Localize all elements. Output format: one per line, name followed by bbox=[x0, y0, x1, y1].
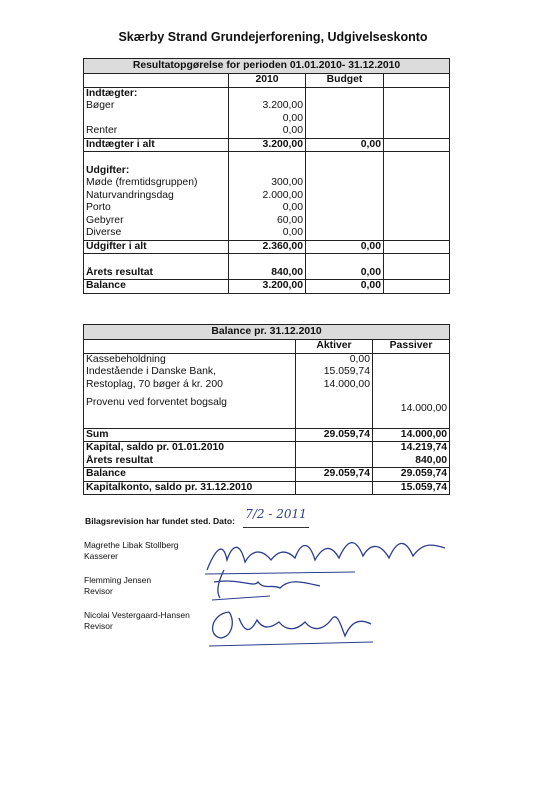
row-label: Bøger bbox=[84, 100, 229, 113]
signer-name: Nicolai Vestergaard-Hansen bbox=[84, 610, 190, 620]
sum-label: Sum bbox=[84, 428, 296, 442]
revision-date: 7/2 - 2011 bbox=[243, 507, 309, 528]
expense-total-label: Udgifter i alt bbox=[84, 240, 229, 254]
expense-heading: Udgifter: bbox=[84, 165, 229, 178]
table-row bbox=[84, 227, 450, 240]
income-heading-row bbox=[84, 87, 450, 100]
kapitalkonto-label: Kapitalkonto, saldo pr. 31.12.2010 bbox=[84, 481, 296, 495]
balance-header: Balance pr. 31.12.2010 bbox=[84, 325, 450, 340]
balance-label: Balance bbox=[84, 280, 229, 294]
kapital-row bbox=[84, 442, 450, 455]
balance-column-header-row bbox=[84, 340, 450, 354]
balance-label: Balance bbox=[84, 468, 296, 482]
balance-aktiver: 29.059,74 bbox=[296, 468, 373, 482]
revision-note: Bilagsrevision har fundet sted. Dato: bbox=[85, 516, 235, 526]
signer-block bbox=[84, 540, 179, 562]
column-passiver: Passiver bbox=[373, 340, 450, 354]
row-aktiver bbox=[296, 391, 373, 415]
signer-name: Flemming Jensen bbox=[84, 575, 152, 585]
page-title: Skærby Strand Grundejerforening, Udgivelseskonto bbox=[118, 30, 428, 44]
row-label: Provenu ved forventet bogsalg bbox=[84, 391, 296, 415]
row-label: Porto bbox=[84, 202, 229, 215]
signature-revisor-2 bbox=[205, 606, 375, 650]
row-passiver bbox=[373, 353, 450, 366]
signer-role: Revisor bbox=[84, 586, 113, 596]
result-header-row bbox=[84, 59, 450, 74]
row-value: 0,00 bbox=[229, 202, 306, 215]
result-column-header-row bbox=[84, 74, 450, 88]
row-label: Kassebeholdning bbox=[84, 353, 296, 366]
row-label: Gebyrer bbox=[84, 215, 229, 228]
arets-label: Årets resultat bbox=[84, 267, 229, 280]
signer-role: Revisor bbox=[84, 621, 113, 631]
row-label bbox=[84, 113, 229, 126]
signature-revisor-1 bbox=[210, 568, 330, 602]
table-row bbox=[84, 379, 450, 392]
kapitalkonto-aktiver bbox=[296, 481, 373, 495]
sum-aktiver: 29.059,74 bbox=[296, 428, 373, 442]
income-total-row bbox=[84, 138, 450, 152]
arets-value: 840,00 bbox=[229, 267, 306, 280]
row-value: 60,00 bbox=[229, 215, 306, 228]
table-row bbox=[84, 353, 450, 366]
kapital-aktiver bbox=[296, 442, 373, 455]
row-aktiver: 15.059,74 bbox=[296, 366, 373, 379]
signer-role: Kasserer bbox=[84, 551, 119, 561]
table-row bbox=[84, 366, 450, 379]
table-row bbox=[84, 202, 450, 215]
result-table bbox=[83, 58, 450, 294]
row-passiver bbox=[373, 379, 450, 392]
row-label: Møde (fremtidsgruppen) bbox=[84, 177, 229, 190]
arets-aktiver bbox=[296, 455, 373, 468]
row-label: Indestående i Danske Bank, bbox=[84, 366, 296, 379]
table-row bbox=[84, 100, 450, 113]
income-total-budget: 0,00 bbox=[306, 138, 384, 152]
result-header: Resultatopgørelse for perioden 01.01.2010- 31.12.2010 bbox=[84, 59, 450, 74]
expense-heading-row bbox=[84, 165, 450, 178]
kapitalkonto-passiver: 15.059,74 bbox=[373, 481, 450, 495]
arets-resultat-row bbox=[84, 455, 450, 468]
row-passiver bbox=[373, 366, 450, 379]
income-heading: Indtægter: bbox=[84, 87, 229, 100]
balance-header-row bbox=[84, 325, 450, 340]
row-aktiver: 0,00 bbox=[296, 353, 373, 366]
table-row bbox=[84, 190, 450, 203]
income-total-value: 3.200,00 bbox=[229, 138, 306, 152]
row-aktiver: 14.000,00 bbox=[296, 379, 373, 392]
balance-budget: 0,00 bbox=[306, 280, 384, 294]
sum-passiver: 14.000,00 bbox=[373, 428, 450, 442]
signer-block bbox=[84, 575, 151, 597]
row-value: 300,00 bbox=[229, 177, 306, 190]
row-value: 0,00 bbox=[229, 227, 306, 240]
table-row bbox=[84, 113, 450, 126]
expense-total-budget: 0,00 bbox=[306, 240, 384, 254]
arets-budget: 0,00 bbox=[306, 267, 384, 280]
table-row bbox=[84, 177, 450, 190]
column-budget: Budget bbox=[306, 74, 384, 88]
row-passiver: 14.000,00 bbox=[373, 391, 450, 415]
kapital-label: Kapital, saldo pr. 01.01.2010 bbox=[84, 442, 296, 455]
arets-label: Årets resultat bbox=[84, 455, 296, 468]
row-value: 0,00 bbox=[229, 113, 306, 126]
row-value: 3.200,00 bbox=[229, 100, 306, 113]
result-arets-row bbox=[84, 267, 450, 280]
expense-total-value: 2.360,00 bbox=[229, 240, 306, 254]
expense-total-row bbox=[84, 240, 450, 254]
table-row bbox=[84, 125, 450, 138]
column-2010: 2010 bbox=[229, 74, 306, 88]
row-label: Restoplag, 70 bøger á kr. 200 bbox=[84, 379, 296, 392]
table-row bbox=[84, 391, 450, 415]
arets-passiver: 840,00 bbox=[373, 455, 450, 468]
column-aktiver: Aktiver bbox=[296, 340, 373, 354]
signer-block bbox=[84, 610, 190, 632]
signer-name: Magrethe Libak Stollberg bbox=[84, 540, 179, 550]
row-label: Renter bbox=[84, 125, 229, 138]
balance-value: 3.200,00 bbox=[229, 280, 306, 294]
row-value: 2.000,00 bbox=[229, 190, 306, 203]
balance-table bbox=[83, 324, 450, 495]
balance-passiver: 29.059,74 bbox=[373, 468, 450, 482]
kapitalkonto-row bbox=[84, 481, 450, 495]
row-label: Naturvandringsdag bbox=[84, 190, 229, 203]
result-balance-row bbox=[84, 280, 450, 294]
table-row bbox=[84, 215, 450, 228]
row-label: Diverse bbox=[84, 227, 229, 240]
kapital-passiver: 14.219,74 bbox=[373, 442, 450, 455]
income-total-label: Indtægter i alt bbox=[84, 138, 229, 152]
balance-row bbox=[84, 468, 450, 482]
row-value: 0,00 bbox=[229, 125, 306, 138]
sum-row bbox=[84, 428, 450, 442]
